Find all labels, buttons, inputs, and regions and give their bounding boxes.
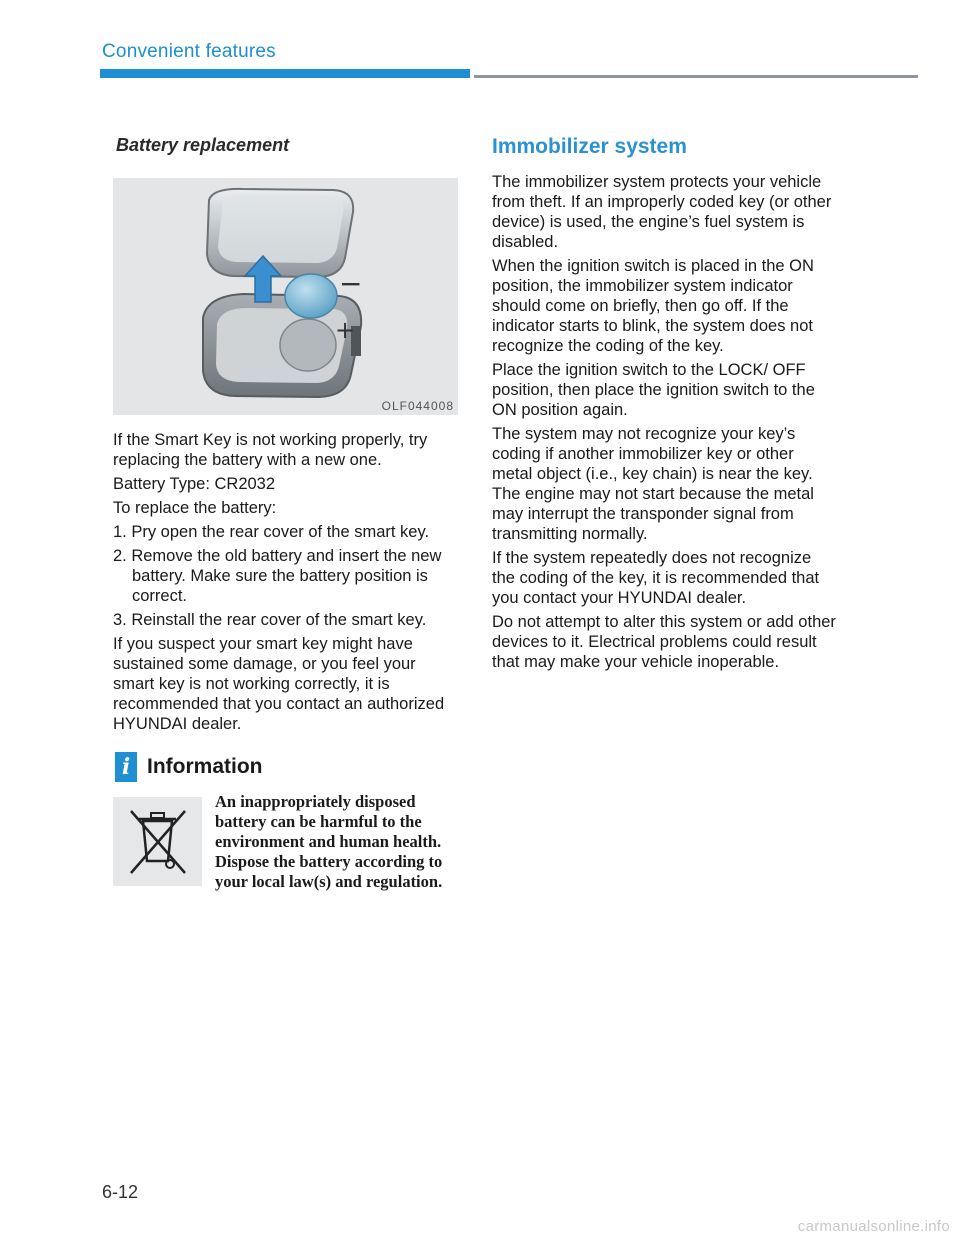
smart-key-illustration bbox=[113, 178, 458, 415]
paragraph: If you suspect your smart key might have sustained some damage, or you feel your smart key is not working correctly, it is recommended that you contact an authorized HYUNDAI dealer. bbox=[113, 635, 445, 733]
information-title: Information bbox=[147, 755, 263, 778]
information-note: An inappropriately disposed battery can be harmful to the environment and human health. Dispose the battery according to your local law(s) and regulation. bbox=[215, 792, 443, 891]
immobilizer-heading: Immobilizer system bbox=[492, 135, 687, 158]
battery-type: Battery Type: CR2032 bbox=[113, 475, 276, 493]
left-column bbox=[113, 132, 458, 892]
information-body bbox=[113, 792, 458, 892]
paragraph: The immobilizer system protects your vehicle from theft. If an improperly coded key (or other device) is used, the engine’s fuel system is disabled. bbox=[492, 173, 832, 251]
paragraph: If the system repeatedly does not recognize the coding of the key, it is recommended that you contact your HYUNDAI dealer. bbox=[492, 549, 820, 607]
step-item: 1. Pry open the rear cover of the smart key. bbox=[113, 523, 430, 541]
figure-code: OLF044008 bbox=[381, 399, 454, 413]
paragraph: If the Smart Key is not working properly, try replacing the battery with a new one. bbox=[113, 431, 428, 469]
information-box bbox=[113, 752, 458, 892]
section-title: Convenient features bbox=[102, 41, 276, 62]
coin-battery bbox=[285, 274, 337, 318]
plus-sign: + bbox=[335, 316, 356, 344]
smart-key-battery-figure bbox=[113, 178, 458, 415]
header-rule-blue bbox=[100, 69, 470, 78]
battery-instructions bbox=[113, 430, 458, 734]
information-header bbox=[113, 752, 458, 782]
step-item: 2. Remove the old battery and insert the new battery. Make sure the battery position is correct. bbox=[113, 547, 442, 605]
replacement-steps bbox=[113, 522, 458, 630]
paragraph: To replace the battery: bbox=[113, 499, 277, 517]
page-number: 6-12 bbox=[102, 1182, 139, 1202]
paragraph: Place the ignition switch to the LOCK/ OFF position, then place the ignition switch to the ON position again. bbox=[492, 361, 815, 419]
battery-replacement-heading: Battery replacement bbox=[116, 135, 290, 155]
step-item: 3. Reinstall the rear cover of the smart key. bbox=[113, 611, 427, 629]
watermark: carmanualsonline.info bbox=[797, 1218, 950, 1235]
paragraph: The system may not recognize your key’s coding if another immobilizer key or other metal object (i.e., key chain) is near the key. The engine may not start because the metal may interrupt the transponder signal from transmitting normally. bbox=[492, 425, 814, 543]
right-column bbox=[492, 135, 837, 676]
header-rule-grey bbox=[474, 75, 918, 78]
crossed-bin-icon bbox=[113, 797, 202, 886]
minus-sign: − bbox=[339, 267, 363, 300]
paragraph: Do not attempt to alter this system or add other devices to it. Electrical problems could result that may make your vehicle inoperable. bbox=[492, 613, 836, 671]
info-icon: i bbox=[115, 752, 137, 782]
paragraph: When the ignition switch is placed in the ON position, the immobilizer system indicator should come on briefly, then go off. If the indicator starts to blink, the system does not recognize the coding of the key. bbox=[492, 257, 814, 355]
